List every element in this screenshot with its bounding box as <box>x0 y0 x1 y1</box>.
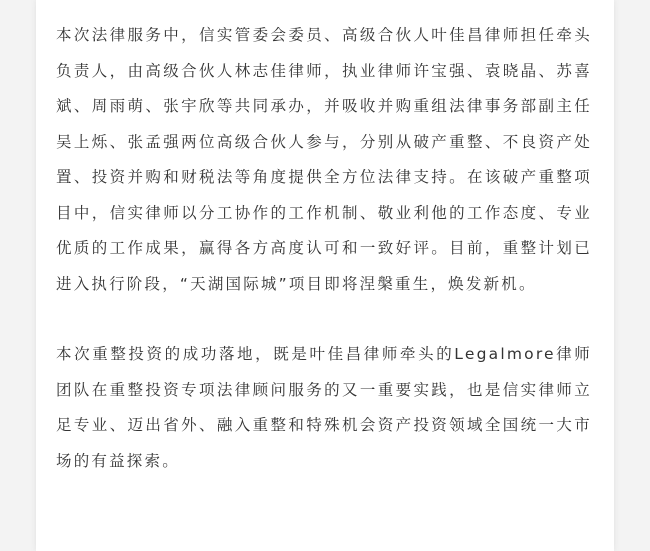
article-paragraph-significance: 本次重整投资的成功落地，既是叶佳昌律师牵头的Legalmore律师团队在重整投资专项法律顾问服务的又一重要实践，也是信实律师立足专业、迈出省外、融入重整和特殊机会资产投资领域全国统一大市场的有益探索。 <box>56 345 592 470</box>
article-paragraph-legal-team: 本次法律服务中，信实管委会委员、高级合伙人叶佳昌律师担任牵头负责人，由高级合伙人林志佳律师，执业律师许宝强、袁晓晶、苏喜斌、周雨萌、张宇欣等共同承办，并吸收并购重组法律事务部副主任吴上烁、张孟强两位高级合伙人参与，分别从破产重整、不良资产处置、投资并购和财税法等角度提供全方位法律支持。在该破产重整项目中，信实律师以分工协作的工作机制、敬业利他的工作态度、专业优质的工作成果，赢得各方高度认可和一致好评。目前，重整计划已进入执行阶段，“天湖国际城”项目即将涅槃重生，焕发新机。 <box>56 26 592 293</box>
article-body <box>36 0 614 551</box>
